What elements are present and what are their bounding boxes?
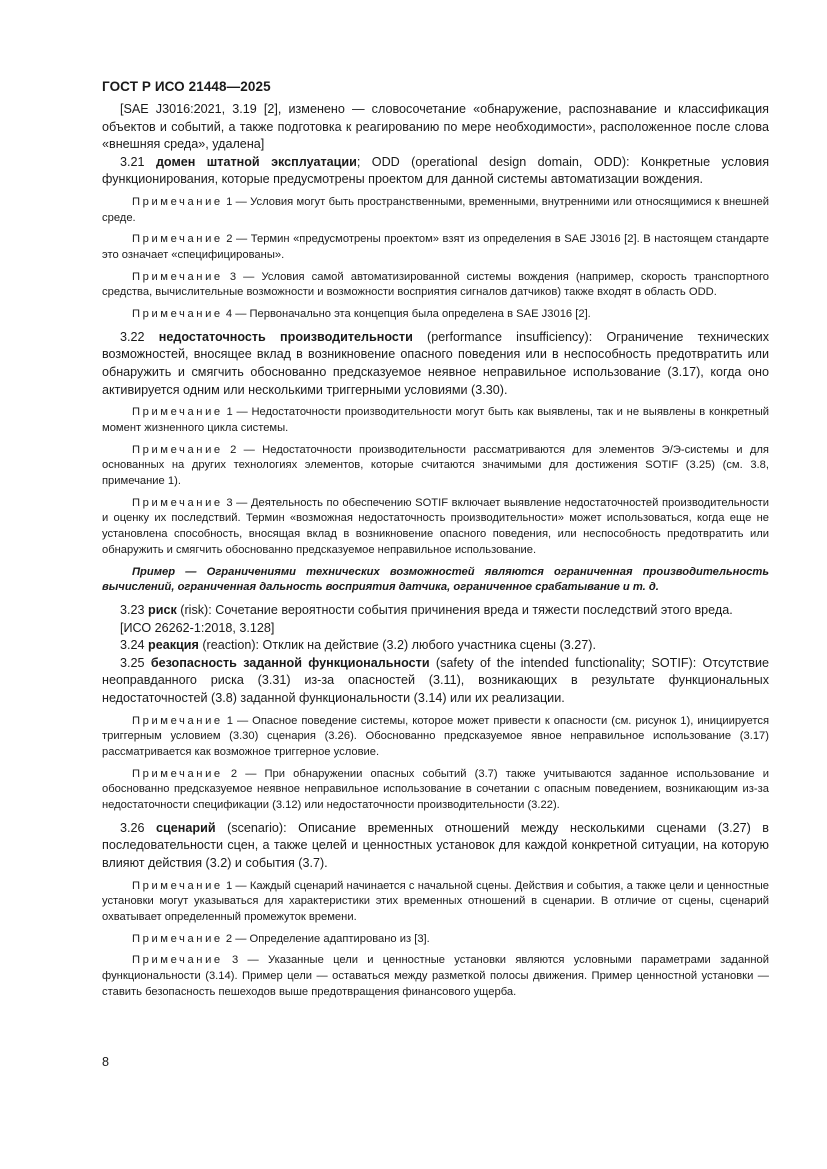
term-3-25: 3.25 безопасность заданной функциональности (safety of the intended functionality; SOTIF): Отсутствие неоправданного риска (3.31) из-за опасностей (3.11), возникающих в результате функциональных недостаточностей (3.8) заданной функциональности (3.14) или их реализации.: [102, 655, 769, 705]
note-3-22-1: Примечание 1 — Недостаточности производительности могут быть как выявлены, так и не выявлены в конкретный момент жизненного цикла системы.: [102, 406, 769, 434]
term-3-21: 3.21 домен штатной эксплуатации; ODD (operational design domain, ODD): Конкретные условия функционирования, которые предусмотрены проектом для данной системы автоматизации вождения.: [102, 154, 770, 187]
note-3-22-2: Примечание 2 — Недостаточности производительности рассматриваются для элементов Э/Э-системы и для основанных на других технологиях элементов, которые считаются значимыми для достижения SOTIF (3.25) (см. 3.8, примечание 1).: [102, 443, 769, 488]
document-header: ГОСТ Р ИСО 21448—2025: [102, 79, 271, 94]
source-reference-2: [ИСО 26262-1:2018, 3.128]: [120, 620, 275, 635]
term-3-26: 3.26 сценарий (scenario): Описание временных отношений между несколькими сценами (3.27) в последовательности сцен, а также целей и ценностных установок для каждой конкретной ситуации, на которую влияют действия (3.2) и события (3.7).: [102, 820, 769, 870]
note-3-26-3: Примечание 3 — Указанные цели и ценностные установки являются условными параметрами заданной функциональности (3.14). Пример цели — оставаться между разметкой полосы движения. Пример ценностной установки — ставить безопасность пешеходов выше предотвращения финансового ущерба.: [102, 954, 769, 998]
note-3-22-3: Примечание 3 — Деятельность по обеспечению SOTIF включает выявление недостаточностей производительности и оценку их последствий. Термин «возможная недостаточность производительности» может использоваться, когда еще не установлена способность, вносящая вклад в возникновение опасного поведения, или неспособность предотвратить или обнаружить и смягчить обоснованно предсказуемое неправильное использование.: [102, 496, 769, 556]
note-3-21-1: Примечание 1 — Условия могут быть пространственными, временными, внутренними или относящимися к внешней среде.: [102, 195, 769, 224]
source-reference: [SAE J3016:2021, 3.19 [2], изменено — словосочетание «обнаружение, распознавание и классификация объектов и событий, а также подготовка к реагированию по мере необходимости», расположенное после слова «внешняя среда», удалена]: [102, 102, 769, 152]
note-3-21-3: Примечание 3 — Условия самой автоматизированной системы вождения (например, скорость транспортного средства, вычислительные возможности и возможности восприятия сигналов датчиков) также входят в область ODD.: [102, 270, 769, 299]
term-3-23: 3.23 риск (risk): Сочетание вероятности события причинения вреда и тяжести последствий этого вреда.: [120, 603, 733, 617]
term-3-24: 3.24 реакция (reaction): Отклик на действие (3.2) любого участника сцены (3.27).: [120, 638, 596, 653]
note-3-25-1: Примечание 1 — Опасное поведение системы, которое может привести к опасности (см. рисунок 1), инициируется триггерным условием (3.30) сценария (3.26). Обоснованно предсказуемое явное неправильное использование (3.17) рассматривается как возможное триггерное условие.: [102, 714, 769, 758]
term-3-22: 3.22 недостаточность производительности (performance insufficiency): Ограничение технических возможностей, вносящее вклад в возникновение опасного поведения или в неспособность предотвратить или обнаружить и смягчить обоснованно предсказуемое неявное неправильное использование (3.17), когда оно активируется одним или несколькими триггерными условиями (3.30).: [102, 329, 769, 397]
note-3-21-2: Примечание 2 — Термин «предусмотрены проектом» взят из определения в SAE J3016 [2]. В настоящем стандарте это означает «специфицированы».: [102, 233, 769, 262]
note-3-26-2: Примечание 2 — Определение адаптировано из [3].: [132, 932, 430, 945]
page-number: 8: [102, 1055, 110, 1069]
document-body: [102, 101, 769, 1006]
example-3-22: Пример — Ограничениями технических возможностей являются ограниченная производительность вычислений, ограниченная дальность восприятия датчика, ограниченное срабатывание и т. д.: [102, 565, 769, 594]
note-3-21-4: Примечание 4 — Первоначально эта концепция была определена в SAE J3016 [2].: [132, 308, 591, 321]
note-3-26-1: Примечание 1 — Каждый сценарий начинается с начальной сцены. Действия и события, а также цели и ценностные установки могут указываться для характеристики этих временных отношений в сценарии. В отличие от сцены, сценарий охватывает определенный промежуток времени.: [102, 879, 769, 923]
note-3-25-2: Примечание 2 — При обнаружении опасных событий (3.7) также учитываются заданное использование и обоснованно предсказуемое неявное неправильное использование в сочетании с опасным поведением, возникающим из-за недостаточности спецификации (3.12) или недостаточности производительности (3.22).: [102, 767, 769, 812]
